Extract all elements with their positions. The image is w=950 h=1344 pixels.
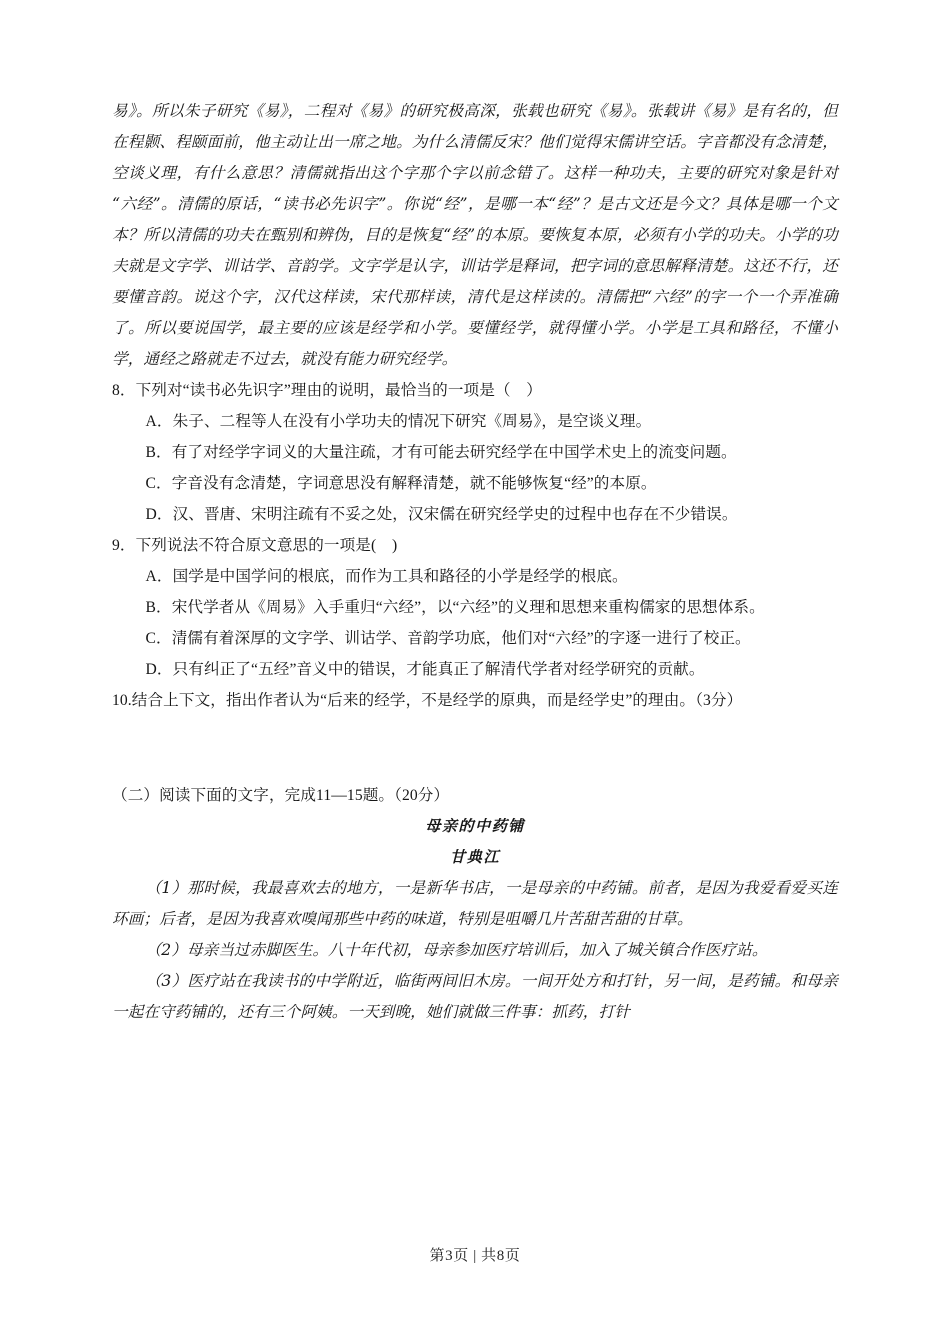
passage-one-continuation: 易》。所以朱子研究《易》，二程对《易》的研究极高深，张载也研究《易》。张载讲《易》是有名的，但在程颢、程颐面前，他主动让出一席之地。为什么清儒反宋？他们觉得宋儒讲空话。字音都没有念清楚，空谈义理，有什么意思？清儒就指出这个字那个字以前念错了。这样一种功夫，主要的研究对象是针对“六经”。清儒的原话，“读书必先识字”。你说“经”，是哪一本“经”？是古文还是今文？具体是哪一个文本？所以清儒的功夫在甄别和辨伪，目的是恢复“经”的本原。要恢复本原，必须有小学的功夫。小学的功夫就是文字学、训诂学、音韵学。文字学是认字，训诂学是释词，把字词的意思解释清楚。这还不行，还要懂音韵。说这个字，汉代这样读，宋代那样读，清代是这样读的。清儒把“六经”的字一个一个弄准确了。所以要说国学，最主要的应该是经学和小学。要懂经学，就得懂小学。小学是工具和路径，不懂小学，通经之路就走不过去，就没有能力研究经学。 <box>112 102 838 368</box>
passage-two-section-heading: （二）阅读下面的文字，完成11—15题。（20分） <box>112 787 450 804</box>
question-9-option-d[interactable]: D．只有纠正了“五经”音义中的错误，才能真正了解清代学者对经学研究的贡献。 <box>145 661 705 678</box>
passage-two-paragraph-1: （1）那时候，我最喜欢去的地方，一是新华书店，一是母亲的中药铺。前者，是因为我爱看爱买连环画；后者，是因为我喜欢嗅闻那些中药的味道，特别是咀嚼几片苦甜苦甜的甘草。 <box>112 879 838 928</box>
question-10-stem: 结合上下文，指出作者认为“后来的经学，不是经学的原典，而是经学史”的理由。（3分） <box>131 692 743 709</box>
question-10-number: 10. <box>112 692 132 709</box>
question-8-number: 8． <box>112 382 136 399</box>
question-9-option-c[interactable]: C．清儒有着深厚的文字学、训诂学、音韵学功底，他们对“六经”的字逐一进行了校正。 <box>145 630 751 647</box>
question-9-number: 9． <box>112 537 136 554</box>
question-8-option-b[interactable]: B．有了对经学字词义的大量注疏，才有可能去研究经学在中国学术史上的流变问题。 <box>145 444 737 461</box>
answer-space-question-10 <box>112 716 838 750</box>
question-8-option-c[interactable]: C．字音没有念清楚，字词意思没有解释清楚，就不能够恢复“经”的本原。 <box>145 475 657 492</box>
passage-two-title: 母亲的中药铺 <box>425 817 525 835</box>
question-9-option-a[interactable]: A．国学是中国学问的根底，而作为工具和路径的小学是经学的根底。 <box>145 568 628 585</box>
question-8-option-d[interactable]: D．汉、晋唐、宋明注疏有不妥之处，汉宋儒在研究经学史的过程中也存在不少错误。 <box>145 506 738 523</box>
question-8-line <box>112 375 838 406</box>
question-9-line <box>112 530 838 561</box>
question-8-option-a[interactable]: A．朱子、二程等人在没有小学功夫的情况下研究《周易》，是空谈义理。 <box>145 413 652 430</box>
question-9-stem: 下列说法不符合原文意思的一项是( ) <box>135 537 398 554</box>
passage-two-paragraph-3: （3）医疗站在我读书的中学附近，临街两间旧木房。一间开处方和打针，另一间，是药铺。和母亲一起在守药铺的，还有三个阿姨。一天到晚，她们就做三件事：抓药，打针 <box>112 972 838 1021</box>
question-8-stem: 下列对“读书必先识字”理由的说明，最恰当的一项是（ ） <box>135 382 542 399</box>
passage-two-paragraph-2: （2）母亲当过赤脚医生。八十年代初，母亲参加医疗培训后，加入了城关镇合作医疗站。 <box>145 941 768 959</box>
question-10-line <box>112 685 838 716</box>
question-9-option-b[interactable]: B．宋代学者从《周易》入手重归“六经”，以“六经”的义理和思想来重构儒家的思想体系。 <box>145 599 765 616</box>
page-content <box>112 96 838 1028</box>
passage-two-author: 甘典江 <box>449 848 501 866</box>
page-footer: 第3页 | 共8页 <box>429 1248 521 1264</box>
